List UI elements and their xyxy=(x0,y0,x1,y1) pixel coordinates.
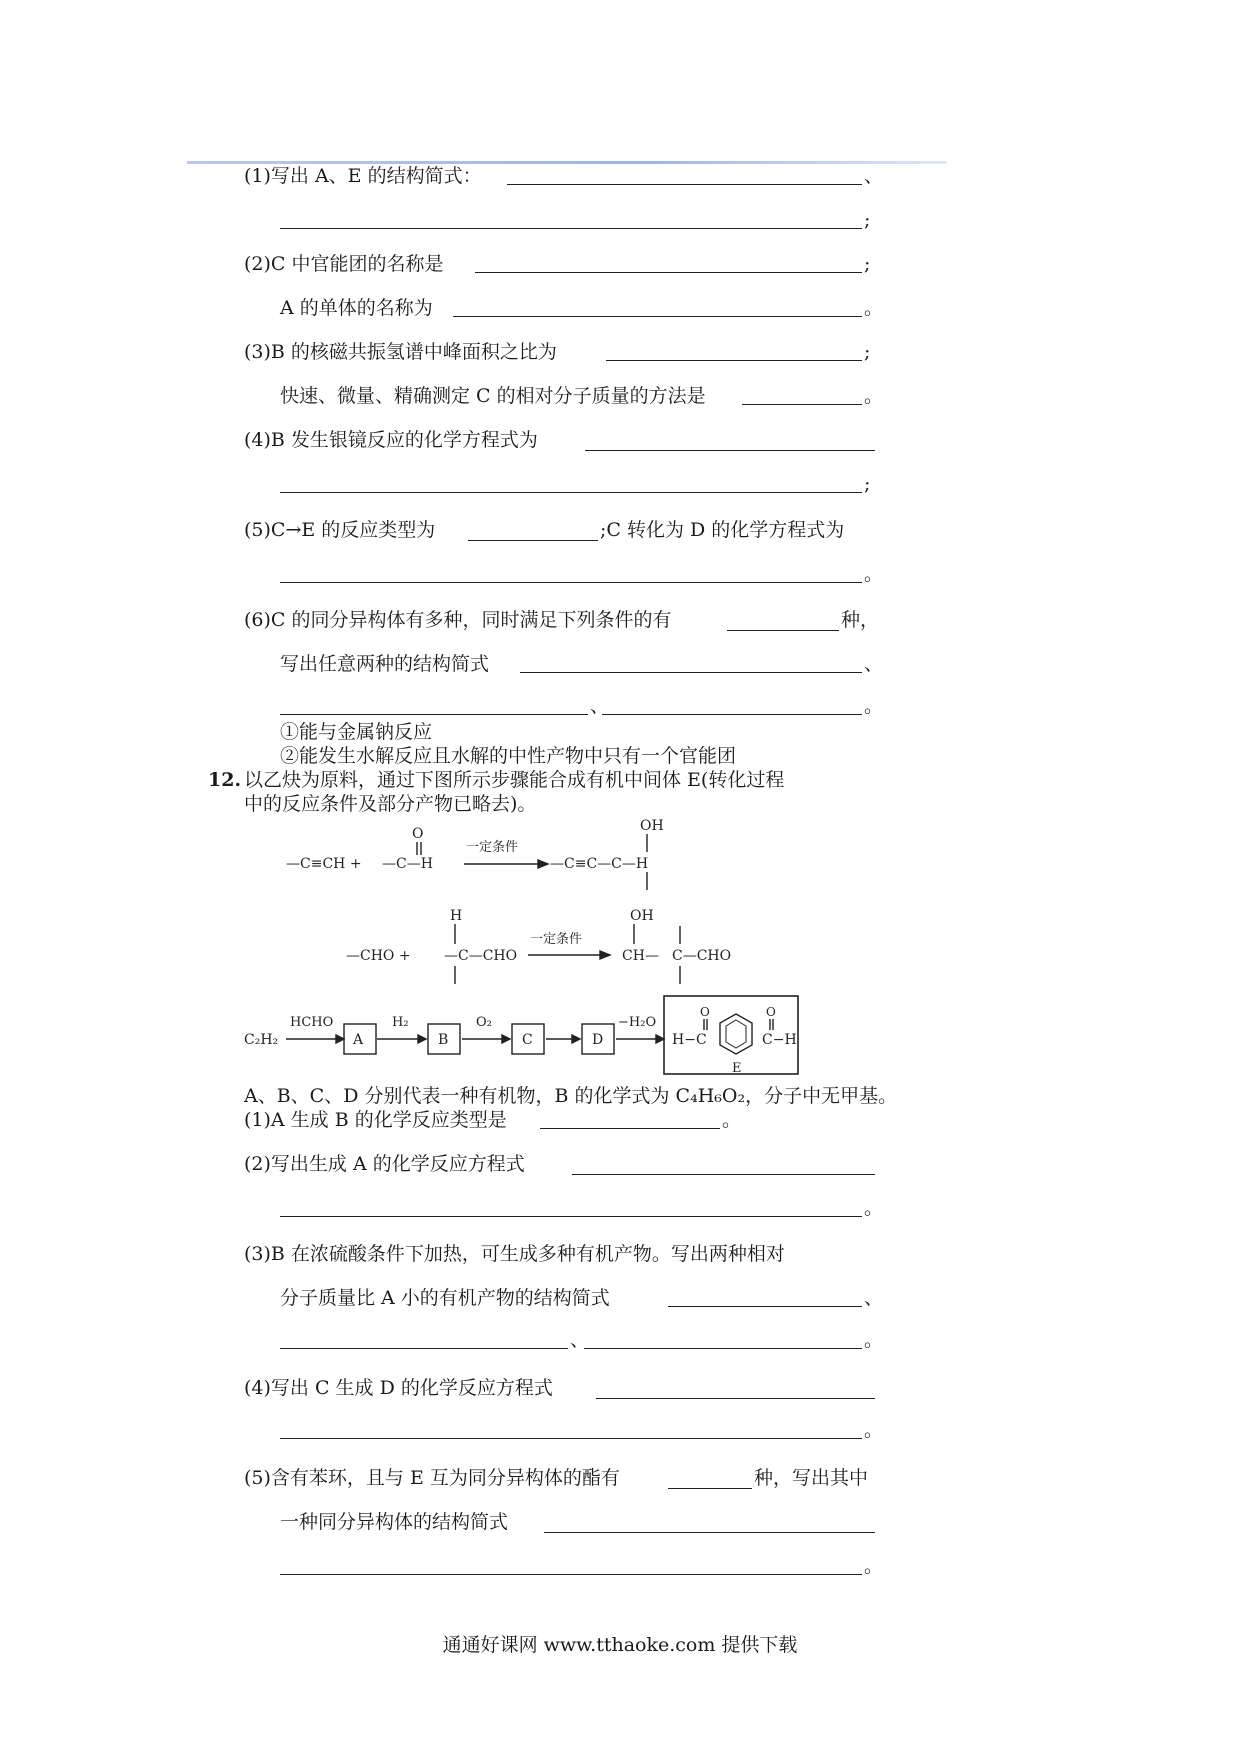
r2-right-b: C—CHO xyxy=(672,948,732,964)
q11-part3b-label: 快速、微量、精确测定 C 的相对分子质量的方法是 xyxy=(280,385,706,407)
q11-part2a-label: (2)C 中官能团的名称是 xyxy=(244,253,444,275)
answer-line xyxy=(544,1532,875,1533)
q11-part4-label: (4)B 发生银镜反应的化学方程式为 xyxy=(244,429,538,451)
q11-part6a-tail: 种， xyxy=(841,609,880,631)
chain-arrowhead xyxy=(418,1035,426,1043)
r1-right: —C≡C—C—H xyxy=(550,856,649,872)
q12-part3a-label: (3)B 在浓硫酸条件下加热，可生成多种有机产物。写出两种相对 xyxy=(244,1243,785,1265)
q11-condition-1: ①能与金属钠反应 xyxy=(280,721,433,743)
q12-intro-line2: 中的反应条件及部分产物已略去)。 xyxy=(244,793,537,815)
q12-number: 12. xyxy=(208,769,242,791)
r2-right-a: CH— xyxy=(622,948,659,964)
q12-part5a-label: (5)含有苯环，且与 E 互为同分异构体的酯有 xyxy=(244,1467,620,1489)
punct: ; xyxy=(864,341,871,363)
r1-mid: —C—H xyxy=(382,856,433,872)
q11-part2b-label: A 的单体的名称为 xyxy=(280,297,433,319)
punct: 。 xyxy=(864,385,884,407)
r2-condition: 一定条件 xyxy=(530,932,583,947)
reagent-h2: H₂ xyxy=(392,1015,409,1030)
q11-part5b-label: ;C 转化为 D 的化学方程式为 xyxy=(600,519,845,541)
box-label-c: C xyxy=(522,1032,533,1048)
e-left-group: H−C xyxy=(672,1032,707,1048)
answer-line xyxy=(572,1174,875,1175)
answer-line xyxy=(280,1574,862,1575)
punct: 。 xyxy=(864,1197,884,1219)
reagent-o2: O₂ xyxy=(476,1015,492,1030)
q12-part5a-tail: 种，写出其中 xyxy=(754,1467,869,1489)
r1-condition: 一定条件 xyxy=(466,840,519,855)
punct: 、 xyxy=(570,1329,590,1351)
answer-line xyxy=(596,1398,875,1399)
chain-arrowhead xyxy=(572,1035,580,1043)
r1-left: —C≡CH + xyxy=(286,856,362,872)
q12-part5b-label: 一种同分异构体的结构简式 xyxy=(280,1511,509,1533)
q11-part1-label: (1)写出 A、E 的结构简式： xyxy=(244,165,482,187)
chain-arrowhead xyxy=(502,1035,510,1043)
q11-part6a-label: (6)C 的同分异构体有多种，同时满足下列条件的有 xyxy=(244,609,672,631)
reagent-h2o: −H₂O xyxy=(618,1015,657,1030)
punct: 。 xyxy=(864,563,884,585)
r2-hydrogen: H xyxy=(450,908,463,924)
q12-part3b-label: 分子质量比 A 小的有机产物的结构简式 xyxy=(280,1287,610,1309)
punct: ; xyxy=(864,209,871,231)
punct: 、 xyxy=(590,695,610,717)
q12-intro-line1: 以乙炔为原料，通过下图所示步骤能合成有机中间体 E(转化过程 xyxy=(244,769,785,791)
q12-part2-label: (2)写出生成 A 的化学反应方程式 xyxy=(244,1153,525,1175)
r2-arrowhead xyxy=(600,951,610,959)
e-label: E xyxy=(732,1061,742,1076)
punct: 、 xyxy=(864,165,884,187)
answer-line xyxy=(540,1128,720,1129)
e-oxygen-right: O xyxy=(766,1005,776,1019)
box-label-a: A xyxy=(353,1032,364,1048)
r1-hydroxyl: OH xyxy=(640,818,664,834)
benzene-inner xyxy=(726,1020,746,1048)
punct: 。 xyxy=(864,1555,884,1577)
q12-part4-label: (4)写出 C 生成 D 的化学反应方程式 xyxy=(244,1377,553,1399)
answer-line xyxy=(584,1348,862,1349)
q12-part1-label: (1)A 生成 B 的化学反应类型是 xyxy=(244,1109,507,1131)
chain-arrowhead xyxy=(336,1035,344,1043)
answer-line xyxy=(280,1438,862,1439)
q12-statement: A、B、C、D 分别代表一种有机物，B 的化学式为 C₄H₆O₂，分子中无甲基。 xyxy=(244,1085,898,1107)
e-oxygen-left: O xyxy=(700,1005,710,1019)
punct: 、 xyxy=(864,653,884,675)
r2-left: —CHO + xyxy=(346,948,411,964)
q11-part5a-label: (5)C→E 的反应类型为 xyxy=(244,519,436,541)
answer-line xyxy=(280,1348,568,1349)
e-right-group: C−H xyxy=(762,1032,797,1048)
punct: 、 xyxy=(864,1287,884,1309)
r1-oxygen: O xyxy=(412,826,424,842)
q11-condition-2: ②能发生水解反应且水解的中性产物中只有一个官能团 xyxy=(280,745,737,767)
chain-arrowhead xyxy=(656,1035,664,1043)
punct: 。 xyxy=(864,695,884,717)
box-label-d: D xyxy=(592,1032,604,1048)
reagent-hcho: HCHO xyxy=(290,1015,334,1030)
punct: 。 xyxy=(864,1419,884,1441)
box-label-b: B xyxy=(438,1032,449,1048)
r2-hydroxyl: OH xyxy=(630,908,654,924)
answer-line xyxy=(668,1306,862,1307)
r2-mid: —C—CHO xyxy=(444,948,518,964)
punct: ; xyxy=(864,473,871,495)
q11-part6b-label: 写出任意两种的结构简式 xyxy=(280,653,490,675)
q11-part3a-label: (3)B 的核磁共振氢谱中峰面积之比为 xyxy=(244,341,557,363)
punct: ; xyxy=(864,253,871,275)
punct: 。 xyxy=(864,1329,884,1351)
footer-source: 通通好课网 www.tthaoke.com 提供下载 xyxy=(442,1634,798,1656)
start-material: C₂H₂ xyxy=(244,1032,279,1048)
answer-line xyxy=(668,1488,752,1489)
punct: 。 xyxy=(864,297,884,319)
punct: 。 xyxy=(722,1109,742,1131)
r1-arrowhead xyxy=(538,860,548,868)
answer-line xyxy=(280,1216,862,1217)
